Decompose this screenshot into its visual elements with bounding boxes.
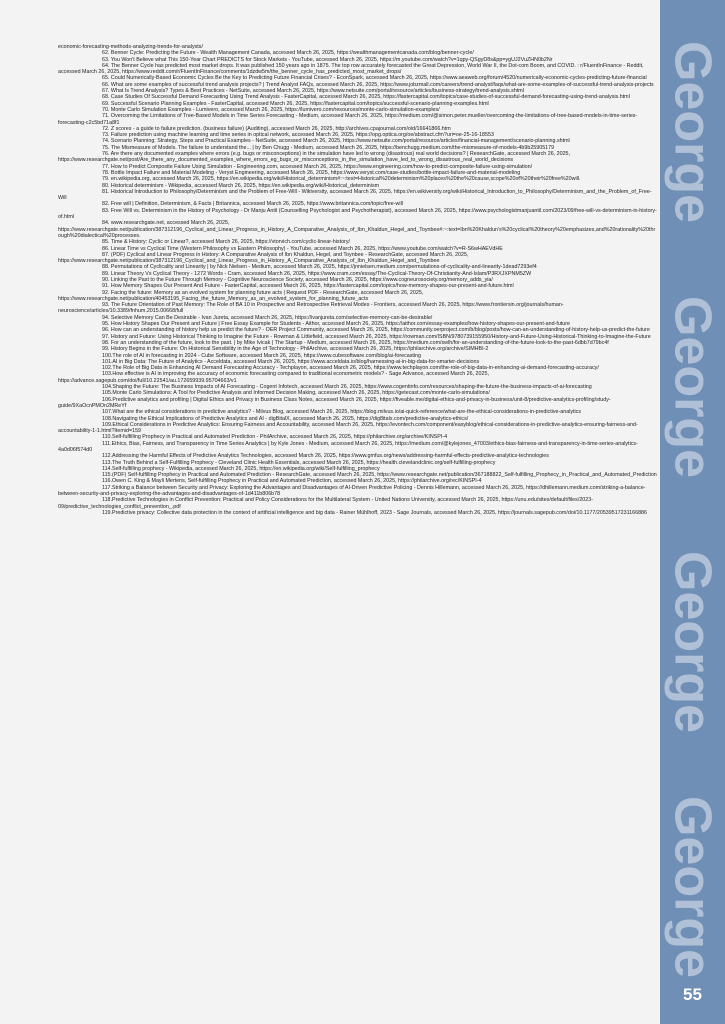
reference-entry: 85. Time & History: Cyclic or Linear?, accessed March 26, 2025, https://vtorvich.com/cyclic-linear-history/	[102, 239, 350, 246]
reference-entry: 78. Bottle Impact Failure and Material Modeling - Veryst Engineering, accessed March 26, 2025, https://www.veryst.com/case-studies/bottle-impact-failure-and-material-modeling	[102, 169, 521, 176]
sidebar-watermark: George	[663, 296, 722, 479]
reference-entry: 76. Are there any documented examples where errors (e.g. bugs or misconceptions) in the simulation have led to wrong (disastrous) real world decisions? | ResearchGate, accessed March 26, 2025, https://www.researchgate.net/post/Are_there_any_documented_examples_where_errors_eg_bugs_or_misconceptions_in_the_simulation_have_led_to_wrong_disastrous_real_world_decisions	[58, 151, 571, 164]
reference-entry: 97. History and Future: Using Historical Thinking to Imagine the Future - Rowman & Littlefield, accessed March 26, 2025, https://rowman.com/ISBN/9780739155950/History-and-Future-Using-Historical-Thinking-to-Imagine-the-Future	[102, 333, 651, 340]
reference-entry: 82. Free will | Definition, Determinism, & Facts | Britannica, accessed March 26, 2025, https://www.britannica.com/topic/free-will	[102, 201, 403, 208]
reference-entry: 102.The Role of Big Data in Enhancing AI Demand Forecasting Accuracy - Techplayon, accessed March 26, 2025, https://www.techplayon.com/the-role-of-big-data-in-enhancing-ai-demand-forecasting-accuracy/	[102, 365, 599, 372]
reference-entry: 95. How History Shapes Our Present and Future | Free Essay Example for Students - Aithor, accessed March 26, 2025, https://aithor.com/essay-examples/how-history-shapes-our-present-and-future	[102, 321, 570, 328]
reference-entry: 93. The Future Orientation of Past Memory: The Role of BA 10 in Prospective and Retrospective Retrieval Modes - Frontiers, accessed March 26, 2025, https://www.frontiersin.org/journals/human-neuroscience/articles/10.3389/fnhum.2015.00668/full	[58, 302, 564, 315]
reference-entry: 69. Successful Scenario Planning Examples - FasterCapital, accessed March 26, 2025, https://fastercapital.com/topics/successful-scenario-planning-examples.html	[102, 100, 489, 107]
reference-entry: 91. How Memory Shapes Our Present And Future - FasterCapital, accessed March 26, 2025, https://fastercapital.com/topics/how-memory-shapes-our-present-and-future.html	[102, 283, 514, 290]
sidebar-band	[660, 0, 725, 1024]
reference-entry: 80. Historical determinism - Wikipedia, accessed March 26, 2025, https://en.wikipedia.org/wiki/Historical_determinism	[102, 182, 380, 189]
sidebar-watermark: George	[663, 41, 722, 224]
reference-entry: 75. The Mismeasure of Models. The failure to understand the... | by Ben Chugg - Medium, accessed March 26, 2025, https://benchugg.medium.com/the-mismeasure-of-models-4b9b25905179	[102, 144, 555, 151]
reference-list	[58, 44, 658, 516]
reference-entry: 64. The Benner Cycle has predicted most market drops. It was published 150 years ago in 1875. The top row accurately forecasted the Great Depression, World War II, the Dot-com Boom, and COVID. : r/FluentInFinance - Reddit, accessed March 26, 2025, https://www.reddit.com/r/FluentInFinance/comments/1dzdw5m/the_benner_cycle_has_predicted_most_market_drops/	[58, 62, 644, 76]
reference-entry: 90. Linking the Past to the Future Through Memory - Cognitive Neuroscience Society, accessed March 26, 2025, https://www.cogneurosociety.org/memory_adds_yia/	[102, 276, 493, 283]
reference-entry: 104.Shaping the Future: The Business Impacts of AI Forecasting - Cogent Infotech, accessed March 26, 2025, https://www.cogentinfo.com/resources/shaping-the-future-the-business-impacts-of-ai-forecasting	[102, 384, 592, 391]
reference-entry: 98. For an understanding of the future, look to the past. | by Mike Ivicak | The Startup - Medium, accessed March 26, 2025, https://medium.com/swlh/for-an-understanding-of-the-future-look-to-the-past-6dbb7d79bc4f	[102, 339, 609, 346]
reference-entry: 108.Navigating the Ethical Implications of Predictive Analytics and AI - digBitalX, accessed March 26, 2025, https://dig8italx.com/predictive-analytics-ethics/	[102, 415, 469, 422]
reference-entry: 99. History Begins in the Future: On Historical Sensibility in the Age of Technology - PhilArchive, accessed March 26, 2025, https://philarchive.org/archive/SIMHBI-2	[102, 346, 489, 353]
reference-entry: 72. Z scores - a guide to failure prediction. (business failure) (Auditing), accessed March 26, 2025, http://archives.cpajournal.com/old/16641866.htm	[102, 125, 451, 132]
reference-entry: 63. You Won't Believe what This 150-Year Chart PREDICTS for Stock Markets - YouTube, accessed March 26, 2025, https://m.youtube.com/watch?v=1qpy-QSgyD8s&pp=ygUJ2VuZHN0b2Nr	[102, 56, 553, 63]
reference-entry: 77. How to Predict Composite Failure Using Simulation - Engineering.com, accessed March 26, 2025, https://www.engineering.com/how-to-predict-composite-failure-using-simulation/	[102, 163, 533, 170]
reference-entry: 73. Failure prediction using machine learning and time series in optical network, accessed March 26, 2025, https://opg.optica.org/oe/abstract.cfm?uri=oe-25-16-18553	[102, 132, 494, 139]
reference-entry: 74. Scenario Planning: Strategy, Steps and Practical Examples - NetSuite, accessed March 26, 2025, https://www.netsuite.com/portal/resource/articles/financial-management/scenario-planning.shtml	[102, 138, 570, 145]
reference-entry: 92. Facing the future: Memory as an evolved system for planning future acts | Request PDF - ResearchGate, accessed March 26, 2025, https://www.researchgate.net/publication/40453195_Facing_the_future_Memory_as_an_evolved_system_for_planning_future_acts	[58, 289, 424, 302]
sidebar-watermark: George	[663, 796, 722, 979]
reference-entry: 86. Linear Time vs Cyclical Time (Western Philosophy vs Eastern Philosophy) - YouTube, accessed March 26, 2025, https://www.youtube.com/watch?v=R-S6wHAEVdHE	[102, 245, 503, 252]
reference-entry: 106.Predictive analytics and profiling | Digital Ethics and Privacy in Business Class Notes, accessed March 26, 2025, https://fiveable.me/digital-ethics-and-privacy-in-business/unit-8/predictive-analytics-profiling/study-guide/9XaOcnPMOn2MReYf	[58, 396, 611, 409]
reference-entry: 84. www.researchgate.net, accessed March 26, 2025, https://www.researchgate.net/publication/387312196_Cyclical_and_Linear_Progress_in_History_A_Comparative_Analysis_of_Ibn_Khaldun_Hegel_and_Toynbee#:~:text=Ibn%20Khaldun's%20cyclical%20theory%20emphasizes,and%20rationality%20through%20dialectical%20processes.	[58, 220, 656, 239]
reference-entry: 111.Ethics, Bias, Fairness, and Transparency in Time Series Analytics | by Kyle Jones - Medium, accessed March 26, 2025, https://medium.com/@kylejones_47003/ethics-bias-fairness-and-transparency-in-time-series-analytics-4a0d06f574d0	[58, 440, 638, 453]
reference-entry: 89. Linear Theory Vs Cyclical Theory - 1272 Words - Cram, accessed March 26, 2025, https://www.cram.com/essay/The-Cyclical-Theory-Of-Christianity-And-Islam/P3RXJXPNM5ZW	[102, 270, 532, 277]
reference-entry: 100.The role of AI in forecasting in 2024 - Cube Software, accessed March 26, 2025, https://www.cubesoftware.com/blog/ai-forecasting	[102, 352, 422, 359]
reference-entry: 118.Predictive Technologies in Conflict Prevention: Practical and Policy Considerations for the Multilateral System - United Nations University, accessed March 26, 2025, https://unu.edu/sites/default/files/2023-09/predictive_technologies_conflict_prevention_.pdf	[58, 497, 593, 510]
reference-entry: 71. Overcoming the Limitations of Tree-Based Models in Time Series Forecasting - Medium, accessed March 26, 2025, https://medium.com/@simon.peter.mueller/overcoming-the-limitations-of-tree-based-models-in-time-series-forecasting-c2c5bd71a8f1	[58, 113, 638, 126]
reference-entry: 96. How can an understanding of history help us predict the future? - OER Project Community, accessed March 26, 2025, https://community.oerproject.com/b/blog/posts/how-can-an-understanding-of-history-help-us-predict-the-future	[102, 327, 650, 334]
page-number: 55	[683, 985, 702, 1004]
reference-entry: 117.Striking a Balance between Security and Privacy: Exploring the Advantages and Disadvantages of AI-Driven Predictive Policing - Dennis Hillemann, accessed March 26, 2025, https://dhillemann.medium.com/striking-a-balance-between-security-and-privacy-exploring-the-advantages-and-disadvantages-of-1d411b806b78	[58, 484, 646, 498]
reference-entry: 81. Historical Introduction to Philosophy/Determinism and the Problem of Free-Will - Wikiversity, accessed March 26, 2025, https://en.wikiversity.org/wiki/Historical_Introduction_to_Philosophy/Determinism_and_the_Problem_of_Free-Will	[58, 188, 652, 202]
reference-entry: 113.The Truth Behind a Self-Fulfilling Prophecy - Cleveland Clinic Health Essentials, accessed March 26, 2025, https://health.clevelandclinic.org/self-fulfilling-prophecy	[102, 459, 496, 466]
reference-entry: 101.AI in Big Data: The Future of Analytics - Acceldata, accessed March 26, 2025, https://www.acceldata.io/blog/harnessing-ai-in-big-data-for-smarter-decisions	[102, 358, 480, 365]
reference-entry: 87. (PDF) Cyclical and Linear Progress in History: A Comparative Analysis of Ibn Khaldun, Hegel, and Toynbee - ResearchGate, accessed March 26, 2025, https://www.researchgate.net/publication/387312196_Cyclical_and_Linear_Progress_in_History_A_Comparative_Analysis_of_Ibn_Khaldun_Hegel_and_Toynbee	[58, 251, 469, 265]
reference-entry: 65. Could Numerically-Based Economic Cycles Be the Key to Predicting Future Financial Crises? - EconSpark, accessed March 26, 2025, https://www.aeaweb.org/forum/4520/numerically-economic-cycles-predicting-future-financial	[102, 75, 647, 82]
reference-entry: 83. Free Will vs. Determinism in the History of Psychology - Dr Manju Antil (Counselling Psychologist and Psychotherapist), accessed March 26, 2025, https://www.psychologistmanjuantil.com/2023/09/free-will-vs-determinism-in-history-of.html	[58, 207, 657, 221]
reference-entry: 94. Selective Memory Can Be Desirable - Ivan Jureta, accessed March 26, 2025, https://ivanjureta.com/selective-memory-can-be-desirable/	[102, 314, 433, 321]
reference-entry: 119.Predictive privacy: Collective data protection in the context of artificial intelligence and big data - Rainer Mühlhoff, 2023 - Sage Journals, accessed March 26, 2025, https://journals.sagepub.com/doi/10.1177/20539517231166886	[102, 509, 648, 516]
reference-entry: 67. What Is Trend Analysis? Types & Best Practices - NetSuite, accessed March 26, 2025, https://www.netsuite.com/portal/resource/articles/business-strategy/trend-analysis.shtml	[102, 88, 524, 95]
reference-entry: 88. Permutations of Cyclicality and Linearity | by Nick Nielsen - Medium, accessed March 26, 2025, https://jnnielsen.medium.com/permutations-of-cyclicality-and-linearity-1dead7293ef4	[102, 264, 537, 271]
reference-entry: 79. en.wikipedia.org, accessed March 26, 2025, https://en.wikipedia.org/wiki/Historical_determinism#:~:text=Historical%20determinism%20places%20the%20cause,scope%20of%20their%20free%20will.	[102, 176, 581, 183]
reference-entry: 68. Case Studies Of Successful Demand Forecasting Using Trend Analysis - FasterCapital, accessed March 26, 2025, https://fastercapital.com/topics/case-studies-of-successful-demand-forecasting-using-trend-analysis.html	[102, 94, 630, 101]
reference-entry: 66. What are some examples of successful trend analysis projects? | Trend Analyst FAQs, accessed March 26, 2025, https://www.jobzmall.com/careers/trend-analyst/faqs/what-are-some-examples-of-successful-trend-analysis-projects	[102, 81, 654, 88]
reference-entry: 103.How effective is AI in improving the accuracy of economic forecasting compared to traditional econometric models? - Sage Advance, accessed March 26, 2025, https://advance.sagepub.com/doi/full/10.22541/au.172659939.95704663/v1	[58, 371, 489, 384]
reference-entry: 70. Monte Carlo Simulation Examples - Lumivero, accessed March 26, 2025, https://lumivero.com/resources/monte-carlo-simulation-examples/	[102, 106, 440, 113]
reference-entry: 112.Addressing the Harmful Effects of Predictive Analytics Technologies, accessed March 26, 2025, https://www.gmfus.org/news/addressing-harmful-effects-predictive-analytics-technologies	[102, 453, 549, 460]
reference-entry: 107.What are the ethical considerations in predictive analytics? - Milvus Blog, accessed March 26, 2025, https://blog.milvus.io/ai-quick-reference/what-are-the-ethical-considerations-in-predictive-analytics	[102, 409, 582, 416]
reference-entry: economic-forecasting-methods-analyzing-trends-for-analysts/	[58, 44, 203, 50]
reference-entry: 114.Self-fulfilling prophecy - Wikipedia, accessed March 26, 2025, https://en.wikipedia.org/wiki/Self-fulfilling_prophecy	[102, 465, 380, 472]
reference-entry: 115.(PDF) Self-fulfilling Prophecy in Practical and Automated Prediction - ResearchGate, accessed March 26, 2025, https://www.researchgate.net/publication/367188822_Self-fulfilling_Prophecy_in_Practical_and_Automated_Prediction	[102, 472, 657, 479]
reference-entry: 116.Owen C. King & Mayli Mertens, Self-fulfilling Prophecy in Practical and Automated Prediction, accessed March 26, 2025, https://philarchive.org/rec/KINSPI-4	[102, 478, 482, 485]
reference-entry: 62. Benner Cycle: Predicting the Future - Wealth Management Canada, accessed March 26, 2025, https://wealthmanagementcanada.com/blog/benner-cycle/	[102, 50, 474, 57]
reference-entry: 110.Self-fulfilling Prophecy in Practical and Automated Prediction - PhilArchive, accessed March 26, 2025, https://philarchive.org/archive/KINSPI-4	[102, 434, 448, 441]
reference-entry: 105.Monte Carlo Simulations: A Tool for Predictive Analysis and Informed Decision Making, accessed March 26, 2025, https://getecast.com/monte-carlo-simulations/	[102, 390, 490, 397]
sidebar-watermark: George	[663, 551, 722, 734]
reference-entry: 109.Ethical Considerations in Predictive Analytics: Ensuring Fairness and Accountability, accessed March 26, 2025, https://evontech.com/component/easyblog/ethical-considerations-in-predictive-analytics-ensuring-fairness-and-accountability-1-1.html?Itemid=159	[58, 421, 638, 435]
